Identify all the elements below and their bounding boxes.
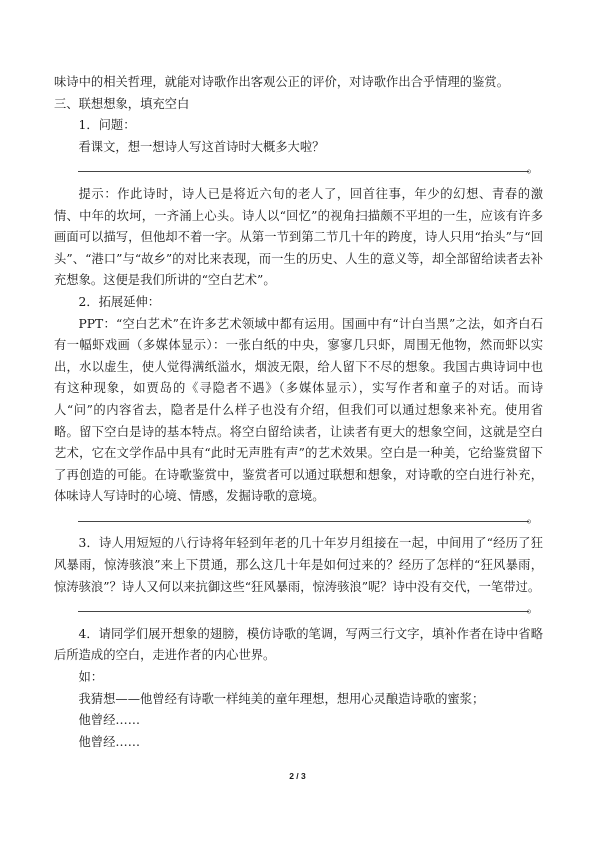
document-body: [54, 72, 543, 753]
question-3-paragraph: 3．诗人用短短的八行诗将年轻到年老的几十年岁月组接在一起，中间用了“经历了狂风暴雨，惊涛骇浪”来上下贯通，那么这几十年是如何过来的？经历了怎样的“狂风暴雨，惊涛骇浪”？诗人又何以来抗御这些“狂风暴雨，惊涛骇浪”呢？诗中没有交代，一笔带过。: [54, 536, 543, 594]
blank-underline: [78, 521, 529, 522]
section-heading-3: 三、联想想象，填充空白: [54, 96, 190, 111]
answer-blank-line[interactable]: [54, 598, 543, 620]
example-line-3: 他曾经……: [78, 734, 140, 749]
question-4-paragraph: 4．请同学们展开想象的翅膀，模仿诗歌的笔调，写两三行文字，填补作者在诗中省略后所造成的空白，走进作者的内心世界。: [54, 626, 543, 663]
example-line-1: 我猜想——他曾经有诗歌一样纯美的童年理想，想用心灵酿造诗歌的蜜浆；: [78, 691, 485, 706]
question-text: 看课文，想一想诗人写这首诗时大概多大啦？: [78, 139, 325, 154]
paragraph-continuation: 味诗中的相关哲理，就能对诗歌作出客观公正的评价，对诗歌作出合乎情理的鉴赏。: [54, 75, 509, 89]
answer-blank-line[interactable]: [54, 158, 543, 180]
answer-blank-line[interactable]: [54, 508, 543, 530]
item-1-heading: 1．问题：: [78, 118, 136, 133]
blank-period: 。: [526, 510, 539, 525]
example-label: 如：: [78, 670, 104, 685]
page-number: 2 / 3: [289, 771, 306, 781]
blank-period: 。: [526, 601, 539, 616]
blank-underline: [78, 171, 529, 172]
blank-period: 。: [526, 161, 539, 176]
example-line-2: 他曾经……: [78, 713, 140, 728]
hint-paragraph: 提示：作此诗时，诗人已是将近六旬的老人了，回首往事，年少的幻想、青春的激情、中年的坎坷，一齐涌上心头。诗人以“回忆”的视角扫描颇不平坦的一生，应该有许多画面可以描写，但他却不着一字。从第一节到第二节几十年的跨度，诗人只用“抬头”与“回头”、“港口”与“故乡”的对比来表现，而一生的历史、人生的意义等，却全部留给读者去补充想象。这便是我们所讲的“空白艺术”。: [54, 186, 543, 288]
blank-underline: [78, 611, 529, 612]
ppt-paragraph: PPT：“空白艺术”在许多艺术领域中都有运用。国画中有“计白当黑”之法，如齐白石有一幅虾戏画（多媒体显示）：一张白纸的中央，寥寥几只虾，周围无他物，然而虾以实出，水以虚生，使人觉得满纸溢水，烟波无限，给人留下不尽的想象。我国古典诗词中也有这种现象，如贾岛的《寻隐者不遇》（多媒体显示），实写作者和童子的对话。而诗人“问”的内容省去，隐者是什么样子也没有介绍，但我们可以通过想象来补充。使用省略。留下空白是诗的基本特点。将空白留给读者，让读者有更大的想象空间，这就是空白艺术，它在文学作品中具有“此时无声胜有声”的艺术效果。空白是一种美，它给鉴赏留下了再创造的可能。在诗歌鉴赏中，鉴赏者可以通过联想和想象，对诗歌的空白进行补充，体味诗人写诗时的心境、情感，发掘诗歌的意境。: [54, 316, 543, 504]
item-2-heading: 2．拓展延伸：: [78, 294, 161, 309]
